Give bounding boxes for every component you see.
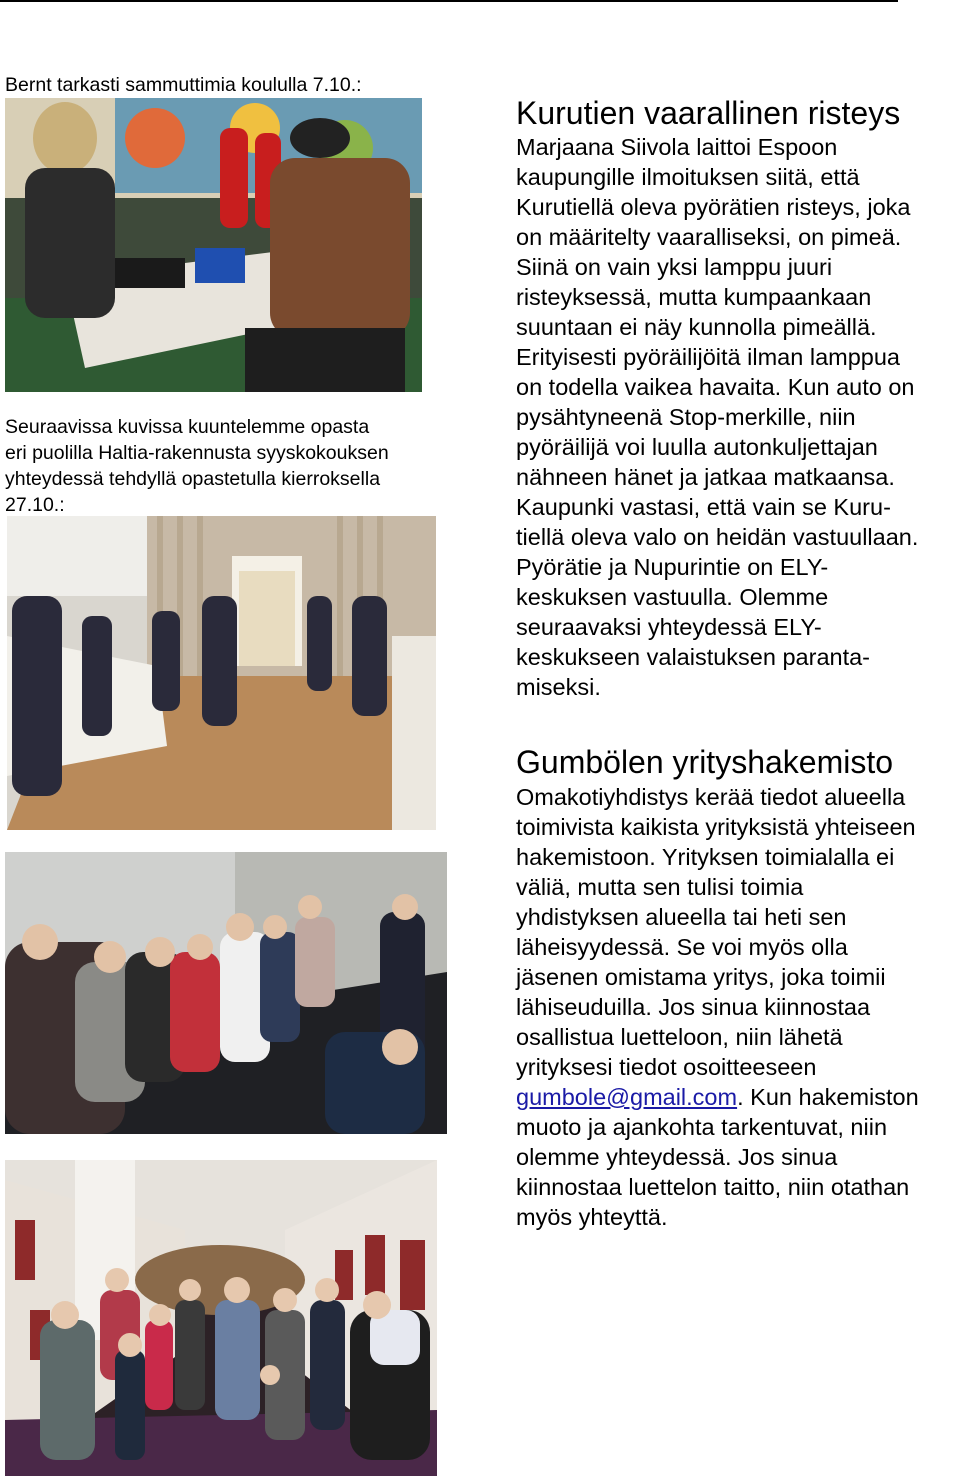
text-line: tiellä oleva valo on heidän vastuullaan. bbox=[516, 524, 919, 550]
text-line: Kaupunki vastasi, että vain se Kuru- bbox=[516, 494, 891, 520]
text-line: seuraavaksi yhteydessä ELY- bbox=[516, 614, 822, 640]
text-line: keskukseen valaistuksen paranta- bbox=[516, 644, 871, 670]
email-link[interactable]: gumbole@gmail.com bbox=[516, 1084, 738, 1110]
caption-extinguishers: Bernt tarkasti sammuttimia koululla 7.10.: bbox=[5, 74, 362, 96]
text-line: yhdistyksen alueella tai heti sen bbox=[516, 904, 847, 930]
text-line: on todella vaikea havaita. Kun auto on bbox=[516, 374, 915, 400]
text-line: Pyörätie ja Nupurintie on ELY- bbox=[516, 554, 829, 580]
text-line: lähiseuduilla. Jos sinua kiinnostaa bbox=[516, 994, 871, 1020]
text-line: olemme yhteydessä. Jos sinua bbox=[516, 1144, 838, 1170]
caption-haltia-tour bbox=[5, 414, 389, 518]
text-line: toimivista kaikista yrityksistä yhteiseen bbox=[516, 814, 916, 840]
text-line: Omakotiyhdistys kerää tiedot alueella bbox=[516, 784, 906, 810]
photo-haltia-exhibition bbox=[5, 1160, 437, 1476]
text-line: Kurutiellä oleva pyörätien risteys, joka bbox=[516, 194, 911, 220]
caption-line: yhteydessä tehdyllä opastetulla kierroksella bbox=[5, 468, 381, 490]
caption-line: Seuraavissa kuvissa kuuntelemme opasta bbox=[5, 416, 370, 438]
text-line: suuntaan ei näy kunnolla pimeällä. bbox=[516, 314, 877, 340]
text-line: hakemistoon. Yrityksen toimialalla ei bbox=[516, 844, 895, 870]
article-title-kurutie: Kurutien vaarallinen risteys bbox=[516, 95, 901, 131]
text-line: miseksi. bbox=[516, 674, 601, 700]
article-body-gumbole bbox=[516, 782, 919, 1232]
text-line: myös yhteyttä. bbox=[516, 1204, 668, 1230]
caption-line: 27.10.: bbox=[5, 494, 65, 516]
text-line: keskuksen vastuulla. Olemme bbox=[516, 584, 829, 610]
caption-line: eri puolilla Haltia-rakennusta syyskokouksen bbox=[5, 442, 389, 464]
text-line: nähneen hänet ja jatkaa matkaansa. bbox=[516, 464, 895, 490]
text-line: kiinnostaa luettelon taitto, niin otathan bbox=[516, 1174, 910, 1200]
text-line: muoto ja ajankohta tarkentuvat, niin bbox=[516, 1114, 888, 1140]
text-line: Erityisesti pyöräilijöitä ilman lamppua bbox=[516, 344, 900, 370]
text-line: väliä, mutta sen tulisi toimia bbox=[516, 874, 804, 900]
text-line: Marjaana Siivola laittoi Espoon bbox=[516, 134, 838, 160]
text-line: pyöräilijä voi luulla autonkuljettajan bbox=[516, 434, 878, 460]
text-line: läheisyydessä. Se voi myös olla bbox=[516, 934, 848, 960]
text-line: risteyksessä, mutta kumpaankaan bbox=[516, 284, 872, 310]
text-line: yrityksesi tiedot osoitteeseen bbox=[516, 1054, 817, 1080]
photo-extinguisher-inspection bbox=[5, 98, 422, 392]
text-line: jäsenen omistama yritys, joka toimii bbox=[516, 964, 886, 990]
text-line: osallistua luetteloon, niin lähetä bbox=[516, 1024, 843, 1050]
article-body-kurutie bbox=[516, 132, 918, 702]
top-rule bbox=[0, 0, 898, 2]
text-fragment: . Kun hakemiston bbox=[737, 1084, 919, 1110]
text-line: kaupungille ilmoituksen siitä, että bbox=[516, 164, 860, 190]
text-line: on määritelty vaaralliseksi, on pimeä. bbox=[516, 224, 902, 250]
article-title-gumbole: Gumbölen yrityshakemisto bbox=[516, 744, 894, 780]
text-line: pysähtyneenä Stop-merkille, niin bbox=[516, 404, 856, 430]
photo-group-seated bbox=[5, 852, 447, 1134]
text-line-with-email bbox=[516, 1082, 919, 1112]
photo-haltia-hall bbox=[7, 516, 436, 830]
text-line: Siinä on vain yksi lamppu juuri bbox=[516, 254, 833, 280]
